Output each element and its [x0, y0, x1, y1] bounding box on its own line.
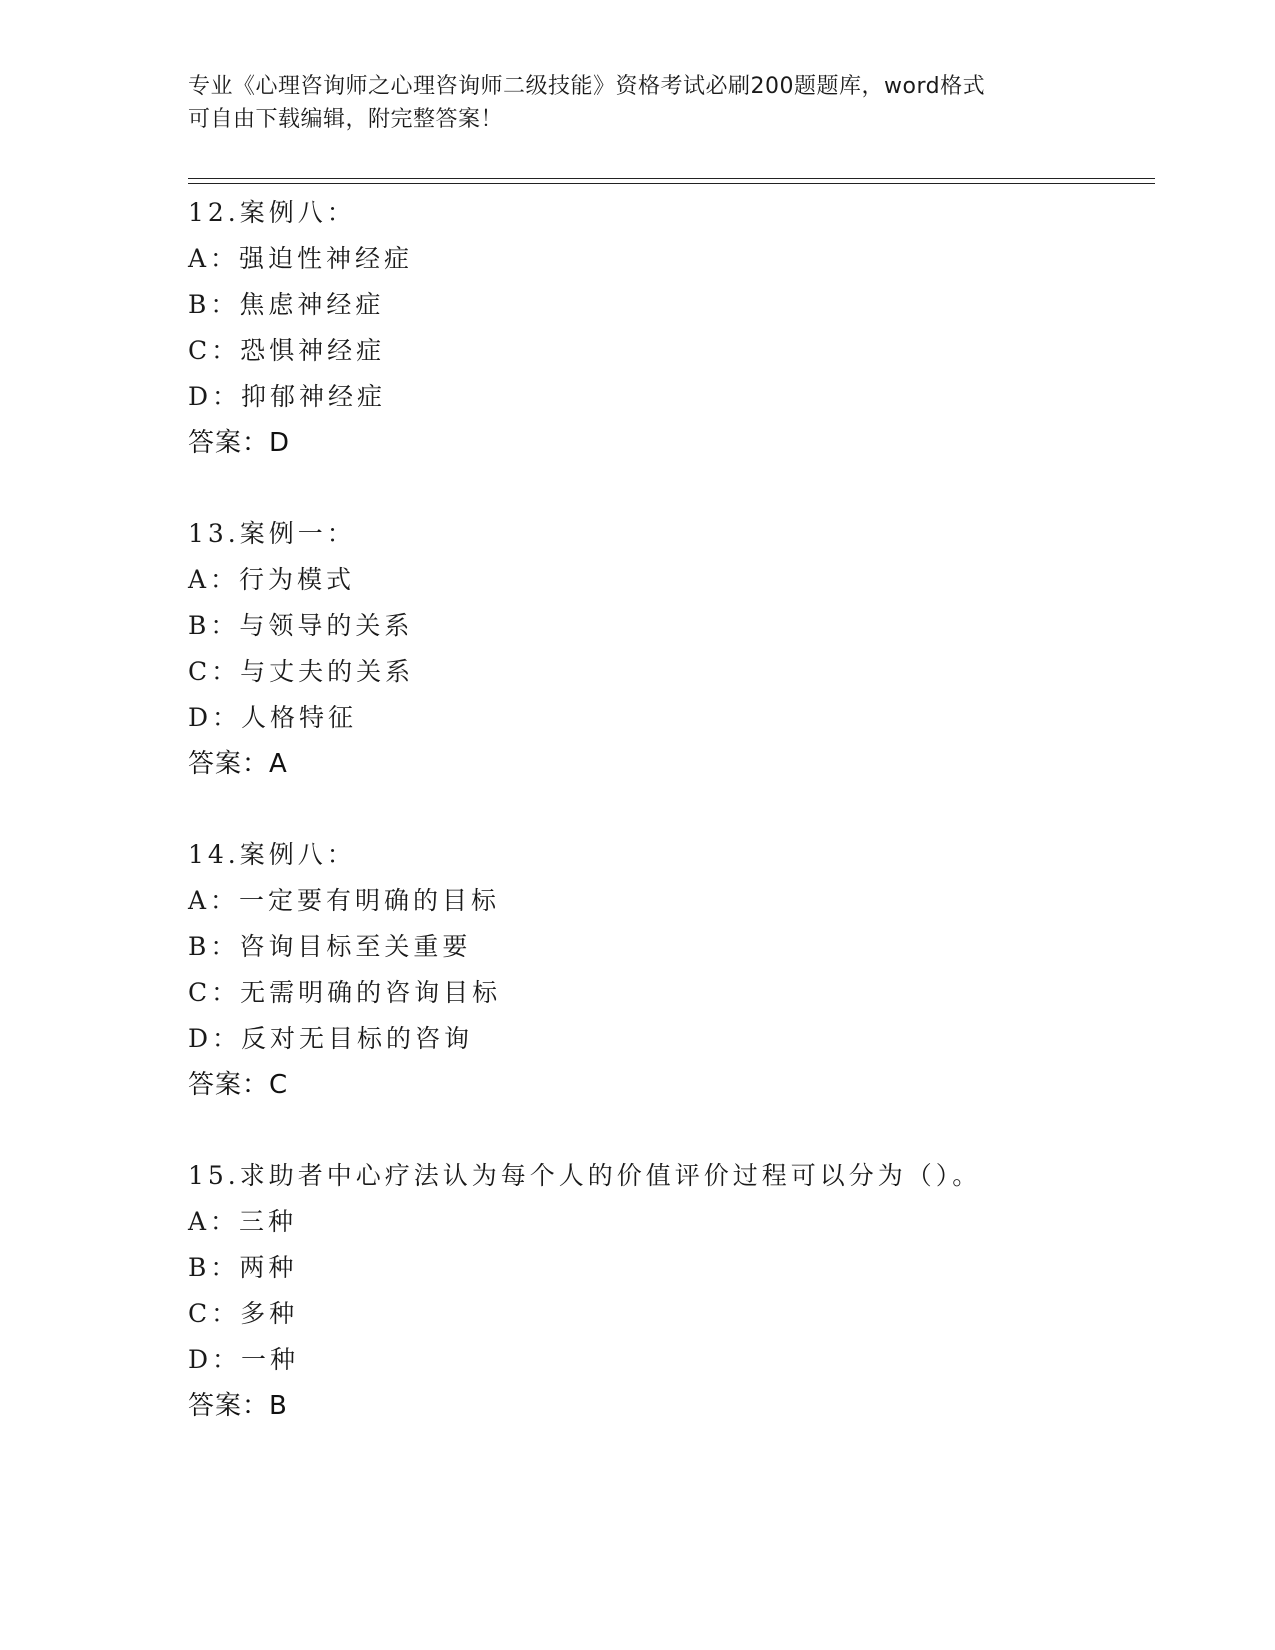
- option-a: A：行为模式: [188, 565, 356, 594]
- option-a: A：强迫性神经症: [188, 244, 414, 273]
- option-c: C：恐惧神经症: [188, 336, 386, 365]
- answer: 答案：D: [188, 428, 291, 458]
- document-header: [188, 70, 1088, 136]
- option-d: D：反对无目标的咨询: [188, 1024, 474, 1053]
- option-b: B：两种: [188, 1253, 298, 1282]
- question-list: [188, 190, 1148, 1474]
- option-b: B：与领导的关系: [188, 611, 414, 640]
- question-13: [188, 511, 1148, 787]
- option-d: D：抑郁神经症: [188, 382, 387, 411]
- question-stem: 15.求助者中心疗法认为每个人的价值评价过程可以分为（）。: [188, 1161, 982, 1190]
- header-divider-bottom: [188, 183, 1155, 184]
- header-line-2: 可自由下载编辑，附完整答案！: [188, 107, 504, 132]
- question-stem: 14.案例八：: [188, 840, 356, 869]
- option-a: A：三种: [188, 1207, 298, 1236]
- option-b: B：焦虑神经症: [188, 290, 385, 319]
- answer: 答案：C: [188, 1070, 289, 1100]
- answer: 答案：A: [188, 749, 288, 779]
- header-divider-top: [188, 178, 1155, 179]
- option-d: D：一种: [188, 1345, 300, 1374]
- option-a: A：一定要有明确的目标: [188, 886, 501, 915]
- question-12: [188, 190, 1148, 466]
- header-line-1: 专业《心理咨询师之心理咨询师二级技能》资格考试必刷200题题库，word格式: [188, 74, 986, 99]
- question-stem: 12.案例八：: [188, 198, 356, 227]
- question-14: [188, 832, 1148, 1108]
- option-c: C：无需明确的咨询目标: [188, 978, 502, 1007]
- question-stem: 13.案例一：: [188, 519, 356, 548]
- option-b: B：咨询目标至关重要: [188, 932, 472, 961]
- question-15: [188, 1153, 1148, 1429]
- answer: 答案：B: [188, 1391, 288, 1421]
- option-d: D：人格特征: [188, 703, 358, 732]
- option-c: C：多种: [188, 1299, 299, 1328]
- option-c: C：与丈夫的关系: [188, 657, 415, 686]
